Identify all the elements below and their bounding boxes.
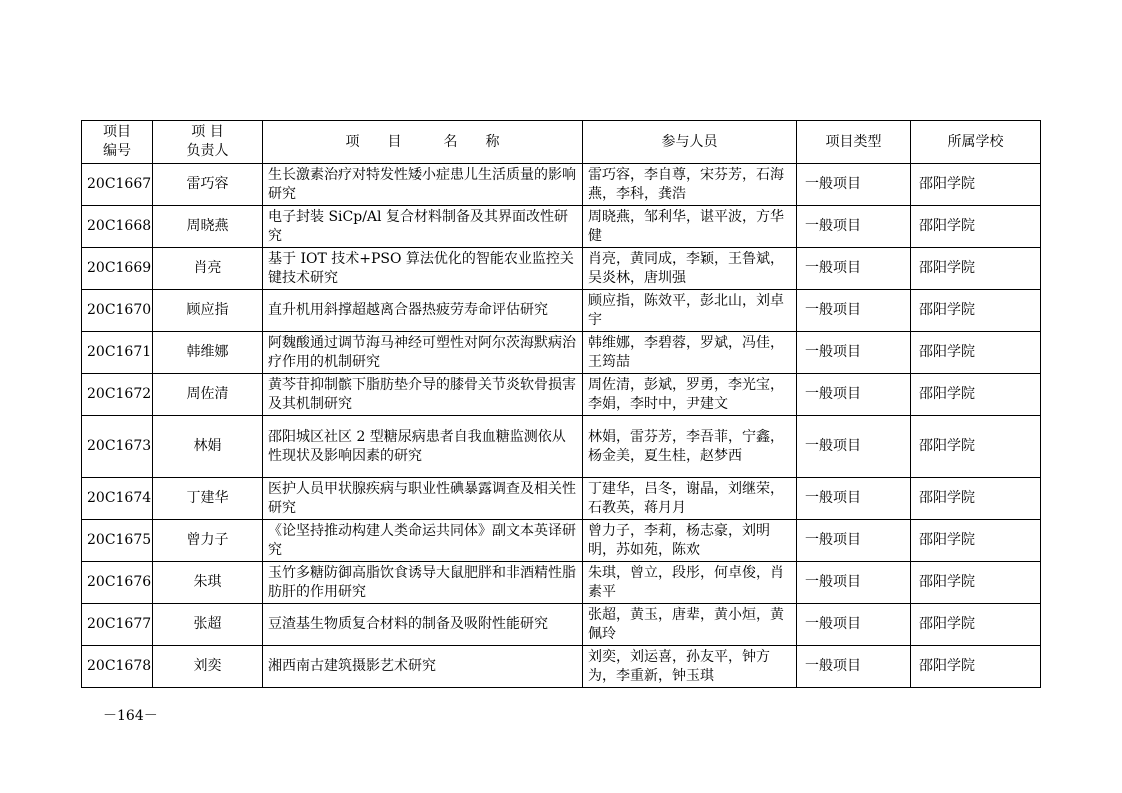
- project-type-cell: 一般项目: [797, 248, 911, 290]
- table-row: [82, 248, 1041, 290]
- project-code-cell: 20C1674: [82, 478, 153, 520]
- members-cell: 顾应指，陈效平，彭北山，刘卓宇: [583, 290, 797, 332]
- project-code-cell: 20C1676: [82, 562, 153, 604]
- project-type-cell: 一般项目: [797, 374, 911, 416]
- school-cell: 邵阳学院: [911, 562, 1041, 604]
- project-leader-cell: 周晓燕: [153, 206, 263, 248]
- table-row: [82, 478, 1041, 520]
- project-name-cell: 邵阳城区社区 2 型糖尿病患者自我血糖监测依从性现状及影响因素的研究: [263, 416, 583, 478]
- project-code-cell: 20C1673: [82, 416, 153, 478]
- table-row: [82, 562, 1041, 604]
- page-number: －164－: [103, 708, 158, 724]
- project-code-cell: 20C1670: [82, 290, 153, 332]
- table-row: [82, 164, 1041, 206]
- project-leader-cell: 朱琪: [153, 562, 263, 604]
- project-type-cell: 一般项目: [797, 478, 911, 520]
- header-code-line1: 项目: [103, 124, 131, 140]
- project-code-cell: 20C1667: [82, 164, 153, 206]
- project-code-cell: 20C1668: [82, 206, 153, 248]
- project-type-cell: 一般项目: [797, 206, 911, 248]
- project-code-cell: 20C1672: [82, 374, 153, 416]
- project-name-cell: 基于 IOT 技术+PSO 算法优化的智能农业监控关键技术研究: [263, 248, 583, 290]
- project-leader-cell: 林娟: [153, 416, 263, 478]
- header-project-type: 项目类型: [797, 121, 911, 164]
- project-type-cell: 一般项目: [797, 416, 911, 478]
- table-row: [82, 604, 1041, 646]
- project-leader-cell: 曾力子: [153, 520, 263, 562]
- project-leader-cell: 雷巧容: [153, 164, 263, 206]
- project-leader-cell: 刘奕: [153, 646, 263, 688]
- project-name-cell: 《论坚持推动构建人类命运共同体》副文本英译研究: [263, 520, 583, 562]
- members-cell: 丁建华，吕冬，谢晶，刘继荣，石教英，蒋月月: [583, 478, 797, 520]
- project-code-cell: 20C1669: [82, 248, 153, 290]
- project-code-cell: 20C1671: [82, 332, 153, 374]
- project-name-cell: 豆渣基生物质复合材料的制备及吸附性能研究: [263, 604, 583, 646]
- project-name-cell: 生长激素治疗对特发性矮小症患儿生活质量的影响研究: [263, 164, 583, 206]
- school-cell: 邵阳学院: [911, 416, 1041, 478]
- members-cell: 林娟，雷芬芳，李吾菲，宁鑫，杨金美，夏生桂，赵梦西: [583, 416, 797, 478]
- header-code-line2: 编号: [103, 143, 131, 159]
- school-cell: 邵阳学院: [911, 290, 1041, 332]
- members-cell: 周晓燕，邹利华，谌平波，方华健: [583, 206, 797, 248]
- school-cell: 邵阳学院: [911, 374, 1041, 416]
- project-leader-cell: 丁建华: [153, 478, 263, 520]
- header-leader-line2: 负责人: [186, 143, 229, 159]
- header-project-name: 项 目 名 称: [263, 121, 583, 164]
- project-type-cell: 一般项目: [797, 332, 911, 374]
- table-row: [82, 374, 1041, 416]
- table-row: [82, 416, 1041, 478]
- table-body: [82, 164, 1041, 688]
- header-school: 所属学校: [911, 121, 1041, 164]
- project-leader-cell: 顾应指: [153, 290, 263, 332]
- table-header-row: [82, 121, 1041, 164]
- project-type-cell: 一般项目: [797, 520, 911, 562]
- school-cell: 邵阳学院: [911, 206, 1041, 248]
- project-code-cell: 20C1677: [82, 604, 153, 646]
- table-row: [82, 646, 1041, 688]
- school-cell: 邵阳学院: [911, 646, 1041, 688]
- project-leader-cell: 肖亮: [153, 248, 263, 290]
- school-cell: 邵阳学院: [911, 248, 1041, 290]
- table-row: [82, 290, 1041, 332]
- project-leader-cell: 韩维娜: [153, 332, 263, 374]
- members-cell: 张超，黄玉，唐辈，黄小烜，黄佩玲: [583, 604, 797, 646]
- project-code-cell: 20C1675: [82, 520, 153, 562]
- project-type-cell: 一般项目: [797, 604, 911, 646]
- school-cell: 邵阳学院: [911, 604, 1041, 646]
- project-leader-cell: 周佐清: [153, 374, 263, 416]
- school-cell: 邵阳学院: [911, 520, 1041, 562]
- school-cell: 邵阳学院: [911, 164, 1041, 206]
- header-members: 参与人员: [583, 121, 797, 164]
- project-type-cell: 一般项目: [797, 164, 911, 206]
- project-type-cell: 一般项目: [797, 290, 911, 332]
- header-code: [82, 121, 153, 164]
- school-cell: 邵阳学院: [911, 332, 1041, 374]
- members-cell: 周佐清，彭斌，罗勇，李光宝，李娟，李时中，尹建文: [583, 374, 797, 416]
- members-cell: 曾力子，李莉，杨志豪，刘明明，苏如苑，陈欢: [583, 520, 797, 562]
- members-cell: 朱琪，曾立，段彤，何卓俊，肖素平: [583, 562, 797, 604]
- members-cell: 刘奕，刘运喜，孙友平，钟方为，李重新，钟玉琪: [583, 646, 797, 688]
- table-row: [82, 332, 1041, 374]
- members-cell: 韩维娜，李碧蓉，罗斌，冯佳，王筠喆: [583, 332, 797, 374]
- header-leader-line1: 项 目: [191, 124, 224, 140]
- project-name-cell: 黄芩苷抑制髌下脂肪垫介导的膝骨关节炎软骨损害及其机制研究: [263, 374, 583, 416]
- school-cell: 邵阳学院: [911, 478, 1041, 520]
- project-name-cell: 阿魏酸通过调节海马神经可塑性对阿尔茨海默病治疗作用的机制研究: [263, 332, 583, 374]
- project-name-cell: 医护人员甲状腺疾病与职业性碘暴露调查及相关性研究: [263, 478, 583, 520]
- project-type-cell: 一般项目: [797, 562, 911, 604]
- project-name-cell: 玉竹多糖防御高脂饮食诱导大鼠肥胖和非酒精性脂肪肝的作用研究: [263, 562, 583, 604]
- members-cell: 雷巧容，李自尊，宋芬芳，石海燕，李科，龚浩: [583, 164, 797, 206]
- table-row: [82, 206, 1041, 248]
- project-leader-cell: 张超: [153, 604, 263, 646]
- project-table: [81, 120, 1041, 688]
- project-code-cell: 20C1678: [82, 646, 153, 688]
- project-name-cell: 电子封装 SiCp/Al 复合材料制备及其界面改性研究: [263, 206, 583, 248]
- members-cell: 肖亮，黄同成，李颖，王鲁斌，吴炎林，唐圳强: [583, 248, 797, 290]
- project-name-cell: 直升机用斜撑超越离合器热疲劳寿命评估研究: [263, 290, 583, 332]
- project-type-cell: 一般项目: [797, 646, 911, 688]
- header-leader: [153, 121, 263, 164]
- project-name-cell: 湘西南古建筑摄影艺术研究: [263, 646, 583, 688]
- table-row: [82, 520, 1041, 562]
